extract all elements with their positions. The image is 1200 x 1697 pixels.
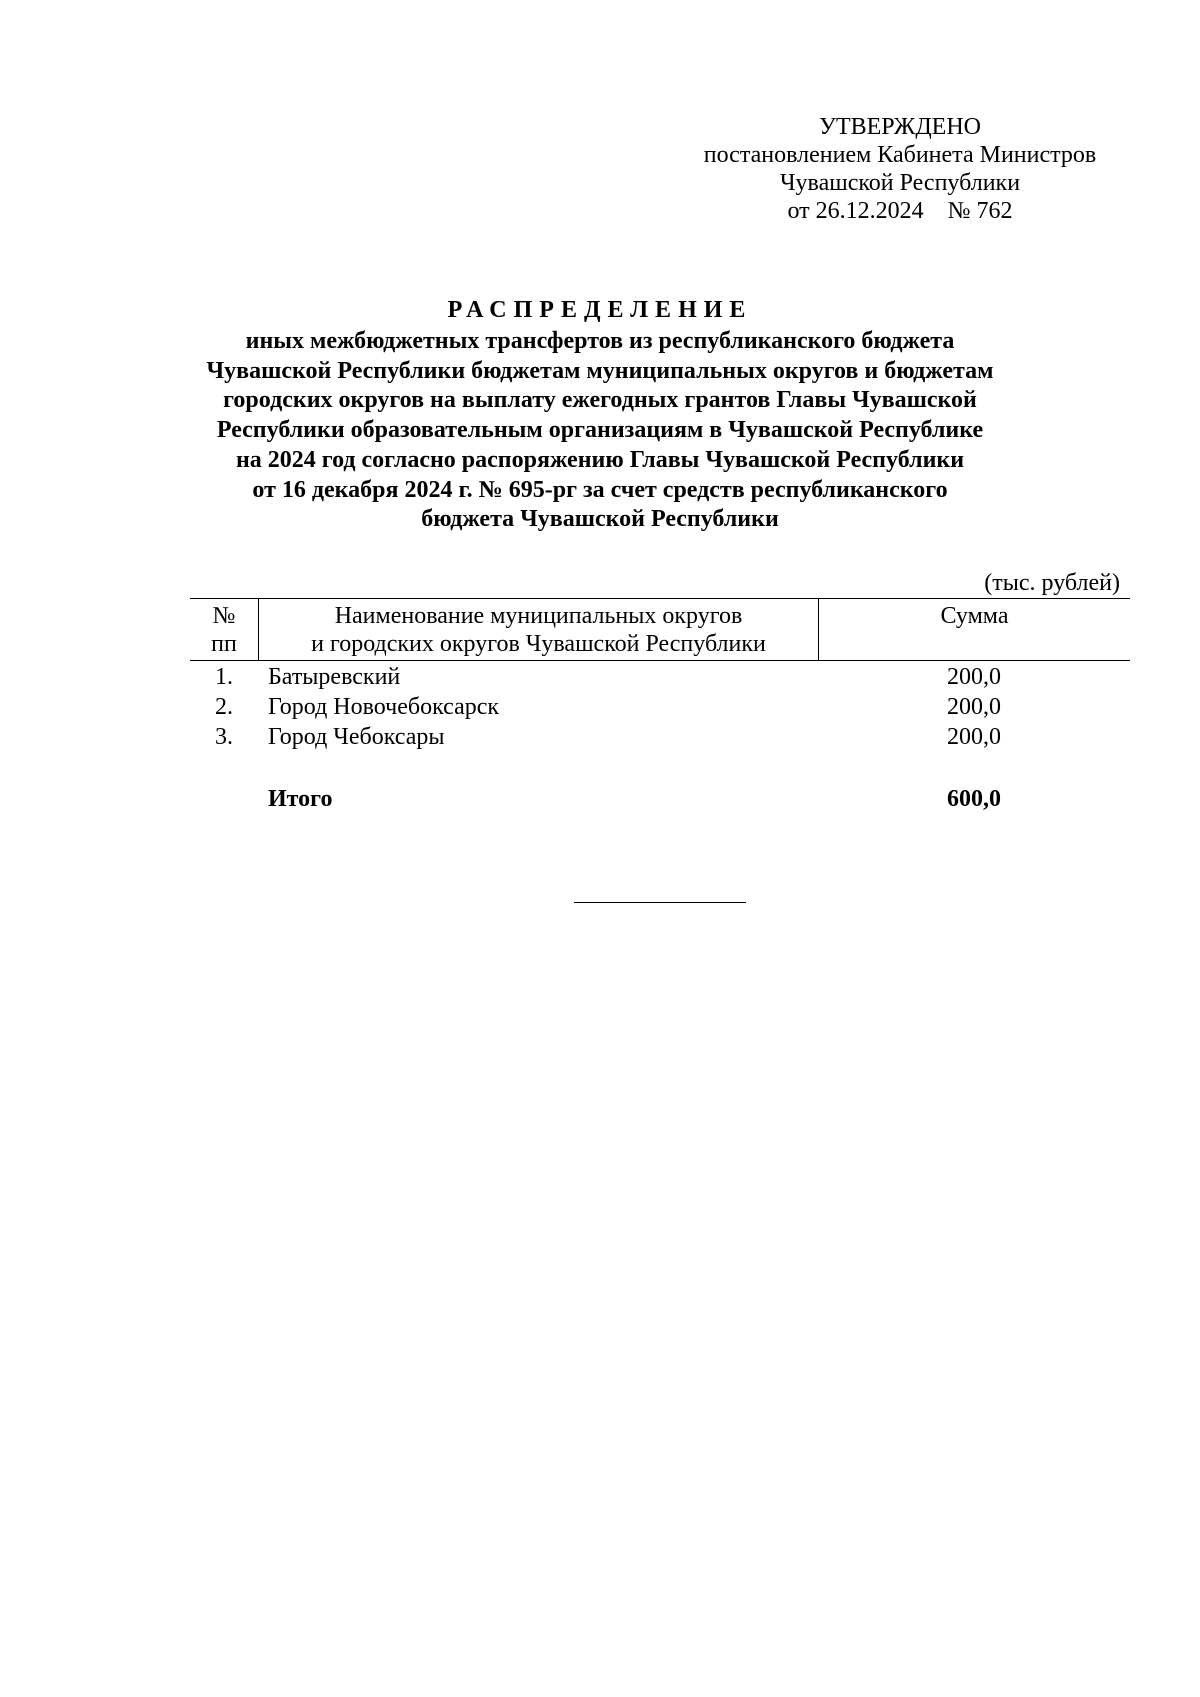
header-name <box>259 602 818 658</box>
header-num-symbol: № <box>212 603 236 629</box>
header-name-line: Наименование муниципальных округов <box>334 603 743 629</box>
header-name-line: и городских округов Чувашской Республики <box>311 631 766 657</box>
document-title: РАСПРЕДЕЛЕНИЕ <box>447 297 753 323</box>
subtitle-line: городских округов на выплату ежегодных грантов Главы Чувашской <box>223 387 977 414</box>
header-num-abbr: пп <box>211 631 237 657</box>
row-name: Город Чебоксары <box>268 724 445 750</box>
subtitle-line: на 2024 год согласно распоряжению Главы Чувашской Республики <box>235 446 965 473</box>
total-label: Итого <box>268 786 333 812</box>
approval-heading: УТВЕРЖДЕНО <box>818 114 982 140</box>
subtitle-line: Республики образовательным организациям в Чувашской Республике <box>216 417 984 444</box>
row-number: 2. <box>215 694 233 720</box>
document-subtitle <box>140 327 1060 535</box>
subtitle-line: иных межбюджетных трансфертов из республиканского бюджета <box>245 328 955 354</box>
subtitle-line: от 16 декабря 2024 г. № 695-рг за счет средств республиканского <box>252 476 948 503</box>
end-divider <box>574 902 746 903</box>
units-label: (тыс. рублей) <box>984 570 1120 596</box>
subtitle-line: бюджета Чувашской Республики <box>421 506 779 533</box>
approval-date-number: от 26.12.2024 № 762 <box>787 198 1013 224</box>
subtitle-line: Чувашской Республики бюджетам муниципальных округов и бюджетам <box>206 357 994 384</box>
row-number: 3. <box>215 724 233 750</box>
approval-authority: постановлением Кабинета Министров <box>703 142 1097 168</box>
approval-block <box>660 113 1140 225</box>
table-row <box>190 662 1130 692</box>
table-row <box>190 722 1130 752</box>
row-number: 1. <box>215 664 233 690</box>
header-sum-label: Сумма <box>940 603 1009 629</box>
table-header <box>190 598 1130 661</box>
approval-republic: Чувашской Республики <box>779 170 1021 196</box>
total-sum: 600,0 <box>947 786 1001 812</box>
header-sum <box>819 602 1130 630</box>
row-sum: 200,0 <box>947 724 1001 750</box>
row-sum: 200,0 <box>947 694 1001 720</box>
header-num <box>190 602 258 658</box>
row-name: Батыревский <box>268 664 401 690</box>
row-name: Город Новочебоксарск <box>268 694 500 720</box>
table-row <box>190 692 1130 722</box>
table-total-row <box>190 784 1130 814</box>
row-sum: 200,0 <box>947 664 1001 690</box>
